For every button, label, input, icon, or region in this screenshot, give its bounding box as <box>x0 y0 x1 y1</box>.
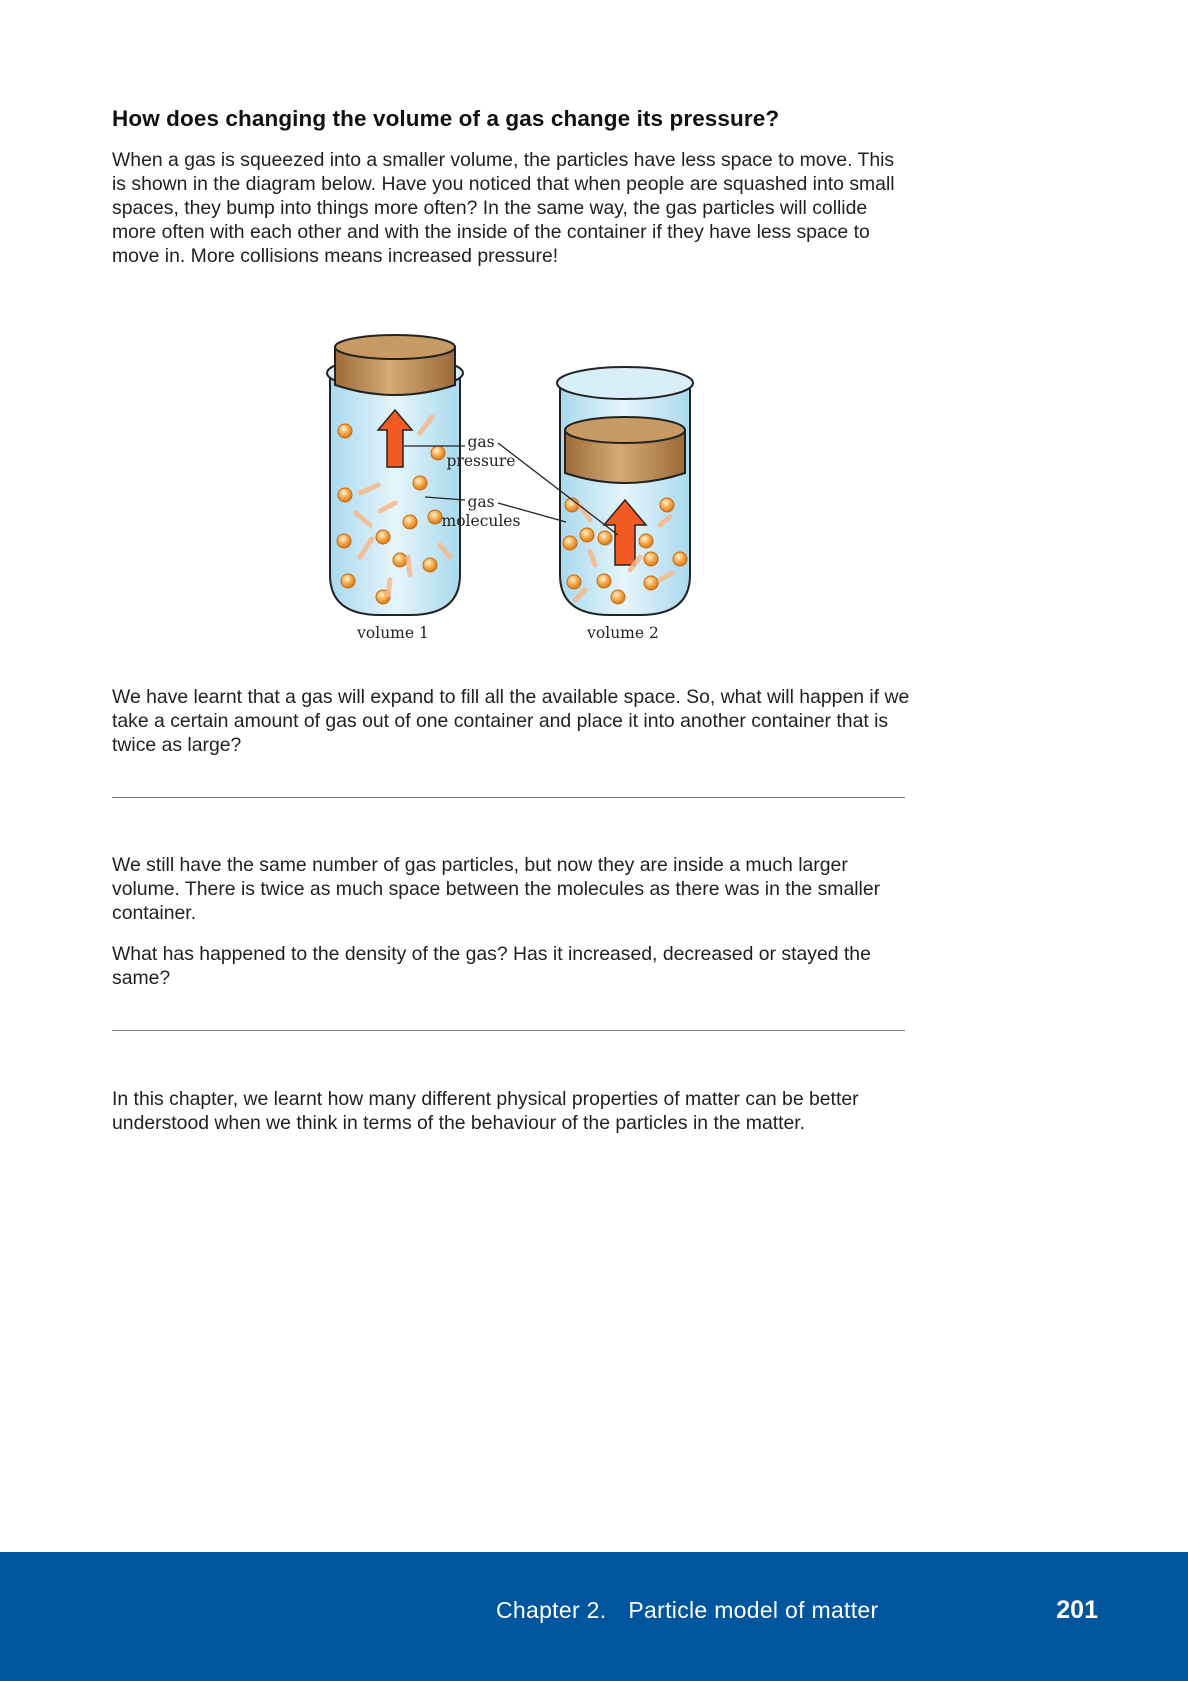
question-paragraph-1: We have learnt that a gas will expand to fill all the available space. So, what will happen if we take a certain amount of gas out of one container and place it into another container that is twice as large? <box>112 686 910 756</box>
caption-volume-1: volume 1 <box>357 624 429 642</box>
intro-paragraph: When a gas is squeezed into a smaller volume, the particles have less space to move. This is shown in the diagram below. Have you noticed that when people are squashed into small spaces, they bump into things more often? In the same way, the gas particles will collide more often with each other and with the inside of the container if they have less space to move in. More collisions means increased pressure! <box>112 149 895 267</box>
explanation-paragraph: We still have the same number of gas particles, but now they are inside a much larger volume. There is twice as much space between the molecules as there was in the smaller container. <box>112 854 881 924</box>
page-footer <box>0 1552 1188 1681</box>
page-number: 201 <box>1056 1596 1098 1624</box>
chapter-name: Particle model of matter <box>628 1597 879 1623</box>
chapter-title <box>496 1597 878 1624</box>
question-paragraph-2: What has happened to the density of the gas? Has it increased, decreased or stayed the same? <box>112 943 871 989</box>
section-heading: How does changing the volume of a gas change its pressure? <box>112 106 780 131</box>
label-gas-molecules-line2: molecules <box>441 512 521 530</box>
answer-line-2[interactable] <box>112 1030 905 1031</box>
caption-volume-2: volume 2 <box>587 624 659 642</box>
label-gas-molecules-line1: gas <box>467 493 495 511</box>
label-gas-pressure-line2: pressure <box>446 452 516 470</box>
question-block-2 <box>112 853 912 1007</box>
gas-volume-diagram <box>300 325 720 655</box>
container-volume-1 <box>327 335 463 615</box>
page-content <box>112 106 912 285</box>
label-gas-pressure-line1: gas <box>467 433 495 451</box>
summary-block <box>112 1087 912 1152</box>
question-block-1 <box>112 685 912 774</box>
answer-line-1[interactable] <box>112 797 905 798</box>
summary-paragraph: In this chapter, we learnt how many different physical properties of matter can be better understood when we think in terms of the behaviour of the particles in the matter. <box>112 1088 859 1134</box>
chapter-number: Chapter 2. <box>496 1597 607 1623</box>
